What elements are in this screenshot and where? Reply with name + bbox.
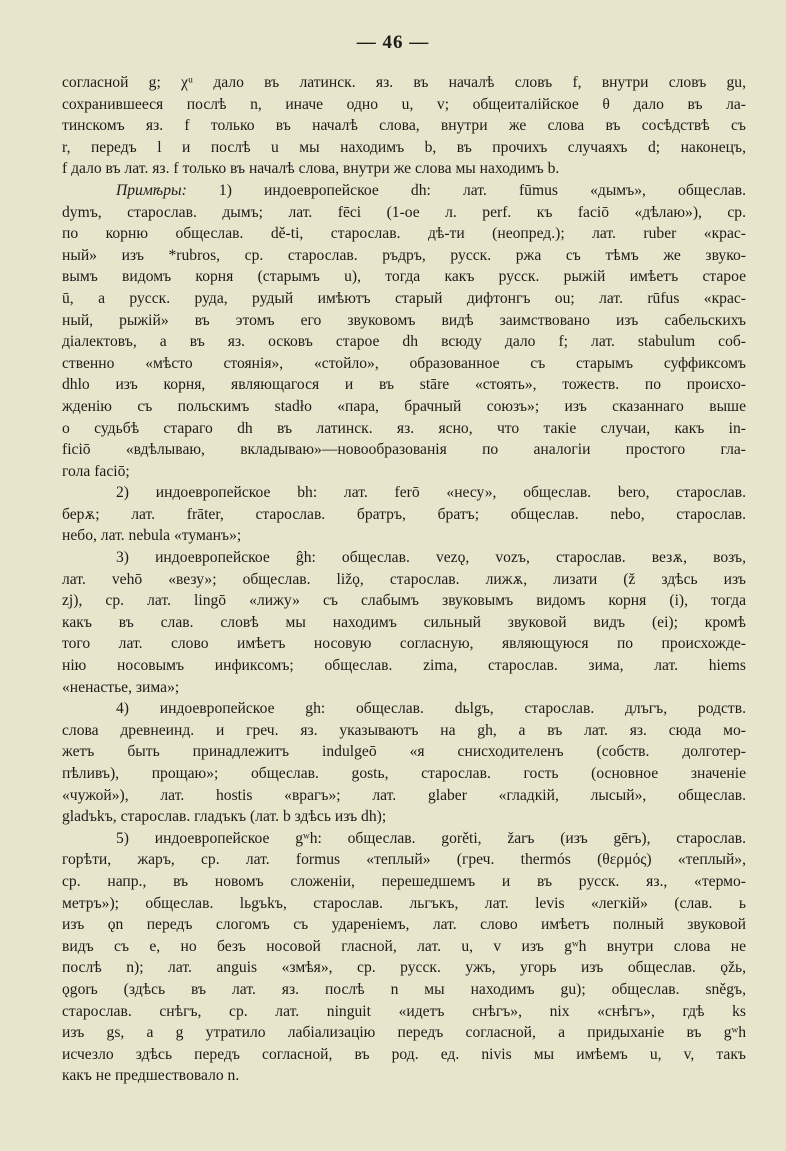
text-line: ū, а русск. руда, рудый имѣютъ старый дифтонгъ ou; лат. rūfus «крас- — [62, 289, 746, 307]
text-line: r, передъ l и послѣ u мы находимъ b, въ прочихъ случаяхъ d; наконецъ, — [62, 138, 746, 156]
text-line: жденію съ польскимъ stadło «пара, брачный союзъ»; изъ сказаннаго выше — [62, 397, 746, 415]
text-line: 5) индоевропейское gʷh: общеслав. gorěti, žarъ (изъ gērъ), старослав. — [116, 829, 746, 847]
text-line: ный» изъ *rubros, ср. старослав. ръдръ, русск. ржа съ тѣмъ же звуко- — [62, 246, 746, 264]
text-line: какъ въ слав. словѣ мы находимъ сильный звуковой видъ (ei); кромѣ — [62, 613, 746, 631]
text-line: діалектовъ, а въ яз. осковъ старое dh всюду дало f; лат. stabulum соб- — [62, 333, 746, 351]
body-text — [62, 72, 746, 1087]
text-line: изъ ǫn передъ слогомъ съ удареніемъ, лат. слово имѣетъ полный звуковой — [62, 916, 746, 934]
text-line: старослав. снѣгъ, ср. лат. ninguit «идетъ снѣгъ», nix «снѣгъ», гдѣ ks — [62, 1002, 746, 1020]
page-number: — 46 — — [356, 32, 430, 53]
text-line: ficiō «вдѣлываю, вкладываю»—новообразованія по аналогіи простого гла- — [62, 441, 746, 459]
text-line: zj), ср. лат. lingō «лижу» съ слабымъ звуковымъ видомъ корня (i), тогда — [62, 592, 746, 610]
text-line: пѣливъ), прощаю»; общеслав. gostь, старослав. гость (основное значеніе — [62, 765, 746, 782]
text-line: ср. напр., въ новомъ сложеніи, перешедшемъ и въ русск. яз., «термо- — [62, 872, 746, 890]
text-line: ственно «мѣсто стоянія», «стойло», образованное съ старымъ суффиксомъ — [62, 354, 746, 372]
text-line: какъ не предшествовало n. — [62, 1067, 240, 1085]
text-line: ǫgorь (здѣсь въ лат. яз. послѣ n мы находимъ gu); общеслав. sněgъ, — [62, 980, 746, 998]
text-line: гола faciō; — [62, 462, 130, 480]
text-line: согласной g; χᵘ дало въ латинск. яз. въ началѣ словъ f, внутри словъ gu, — [62, 74, 746, 91]
text-line — [62, 180, 746, 202]
text-line: видъ съ e, но безъ носовой гласной, лат. u, v изъ gʷh внутри слова не — [62, 937, 746, 955]
text-line: gladъkъ, старослав. гладъкъ (лат. b здѣсь изъ dh); — [62, 808, 387, 826]
text-line: dymъ, старослав. дымъ; лат. fēci (1-ое л. perf. къ faciō «дѣлаю»), ср. — [62, 203, 746, 221]
text-line: нію носовымъ инфиксомъ; общеслав. zima, старослав. зима, лат. hiems — [62, 657, 746, 675]
text-line: 2) индоевропейское bh: лат. ferō «несу», общеслав. bero, старослав. — [116, 484, 746, 502]
text-line: горѣти, жаръ, ср. лат. formus «теплый» (греч. thermós (θερμός) «теплый», — [62, 851, 746, 869]
text-line: того лат. слово имѣетъ носовую согласную, являющуюся по происхожде- — [62, 635, 746, 653]
text-line: жетъ быть принадлежитъ indulgeō «я снисходителенъ (собств. долготер- — [62, 743, 746, 761]
text-line: 3) индоевропейское ĝh: общеслав. vezǫ, vozъ, старослав. везѫ, возъ, — [116, 549, 746, 567]
text-line: «чужой»), лат. hostis «врагъ»; лат. glaber «гладкій, лысый», общеслав. — [62, 786, 746, 804]
text-line: ный, рыжій» въ этомъ его звуковомъ видѣ заимствовано изъ сабельскихъ — [62, 311, 746, 329]
text-line: небо, лат. nebula «туманъ»; — [62, 527, 242, 545]
text-line: берѫ; лат. frāter, старослав. братръ, братъ; общеслав. nebo, старослав. — [62, 505, 746, 523]
examples-heading: Примѣры: — [116, 181, 187, 199]
text-line: исчезло здѣсь передъ согласной, въ род. ед. nivis мы имѣемъ u, v, такъ — [62, 1045, 746, 1063]
text-line: лат. vehō «везу»; общеслав. ližǫ, старослав. лижѫ, лизати (ž здѣсь изъ — [62, 570, 746, 588]
text-line: о судьбѣ стараго dh въ латинск. яз. ясно, что такіе случаи, какъ in- — [62, 419, 746, 437]
text-line: 4) индоевропейское gh: общеслав. dьlgъ, старослав. длъгъ, родств. — [116, 700, 746, 718]
text-line: послѣ n); лат. anguis «змѣя», ср. русск. ужъ, угорь изъ общеслав. ǫžь, — [62, 959, 746, 977]
text-line: сохранившееся послѣ n, иначе одно u, v; общеиталійское θ дало въ ла- — [62, 95, 746, 113]
text-line: метръ»); общеслав. lьgъkъ, старослав. льгъкъ, лат. levis «легкій» (слав. ь — [62, 894, 746, 912]
text-line: dhlo изъ корня, являющагося и въ stāre «стоять», тожеств. по происхо- — [62, 376, 746, 394]
text-line-rest: 1) индоевропейское dh: лат. fūmus «дымъ», общеслав. — [186, 181, 746, 199]
text-line: по корню общеслав. dě-ti, старослав. дѣ-ти (неопред.); лат. ruber «крас- — [62, 225, 746, 243]
text-line: изъ gs, а g утратило лабіализацію передъ согласной, а придыханіе въ gʷh — [62, 1024, 746, 1042]
text-line: тинскомъ яз. f только въ началѣ слова, внутри же слова въ сосѣдствѣ съ — [62, 117, 746, 135]
text-line: вымъ видомъ корня (старымъ u), тогда какъ русск. рыжій имѣетъ старое — [62, 268, 746, 286]
text-line: «ненастье, зима»; — [62, 678, 180, 696]
text-line: f дало въ лат. яз. f только въ началѣ слова, внутри же слова мы находимъ b. — [62, 160, 560, 178]
text-line: слова древнеинд. и греч. яз. указываютъ на gh, а въ лат. яз. сюда мо- — [62, 721, 746, 739]
